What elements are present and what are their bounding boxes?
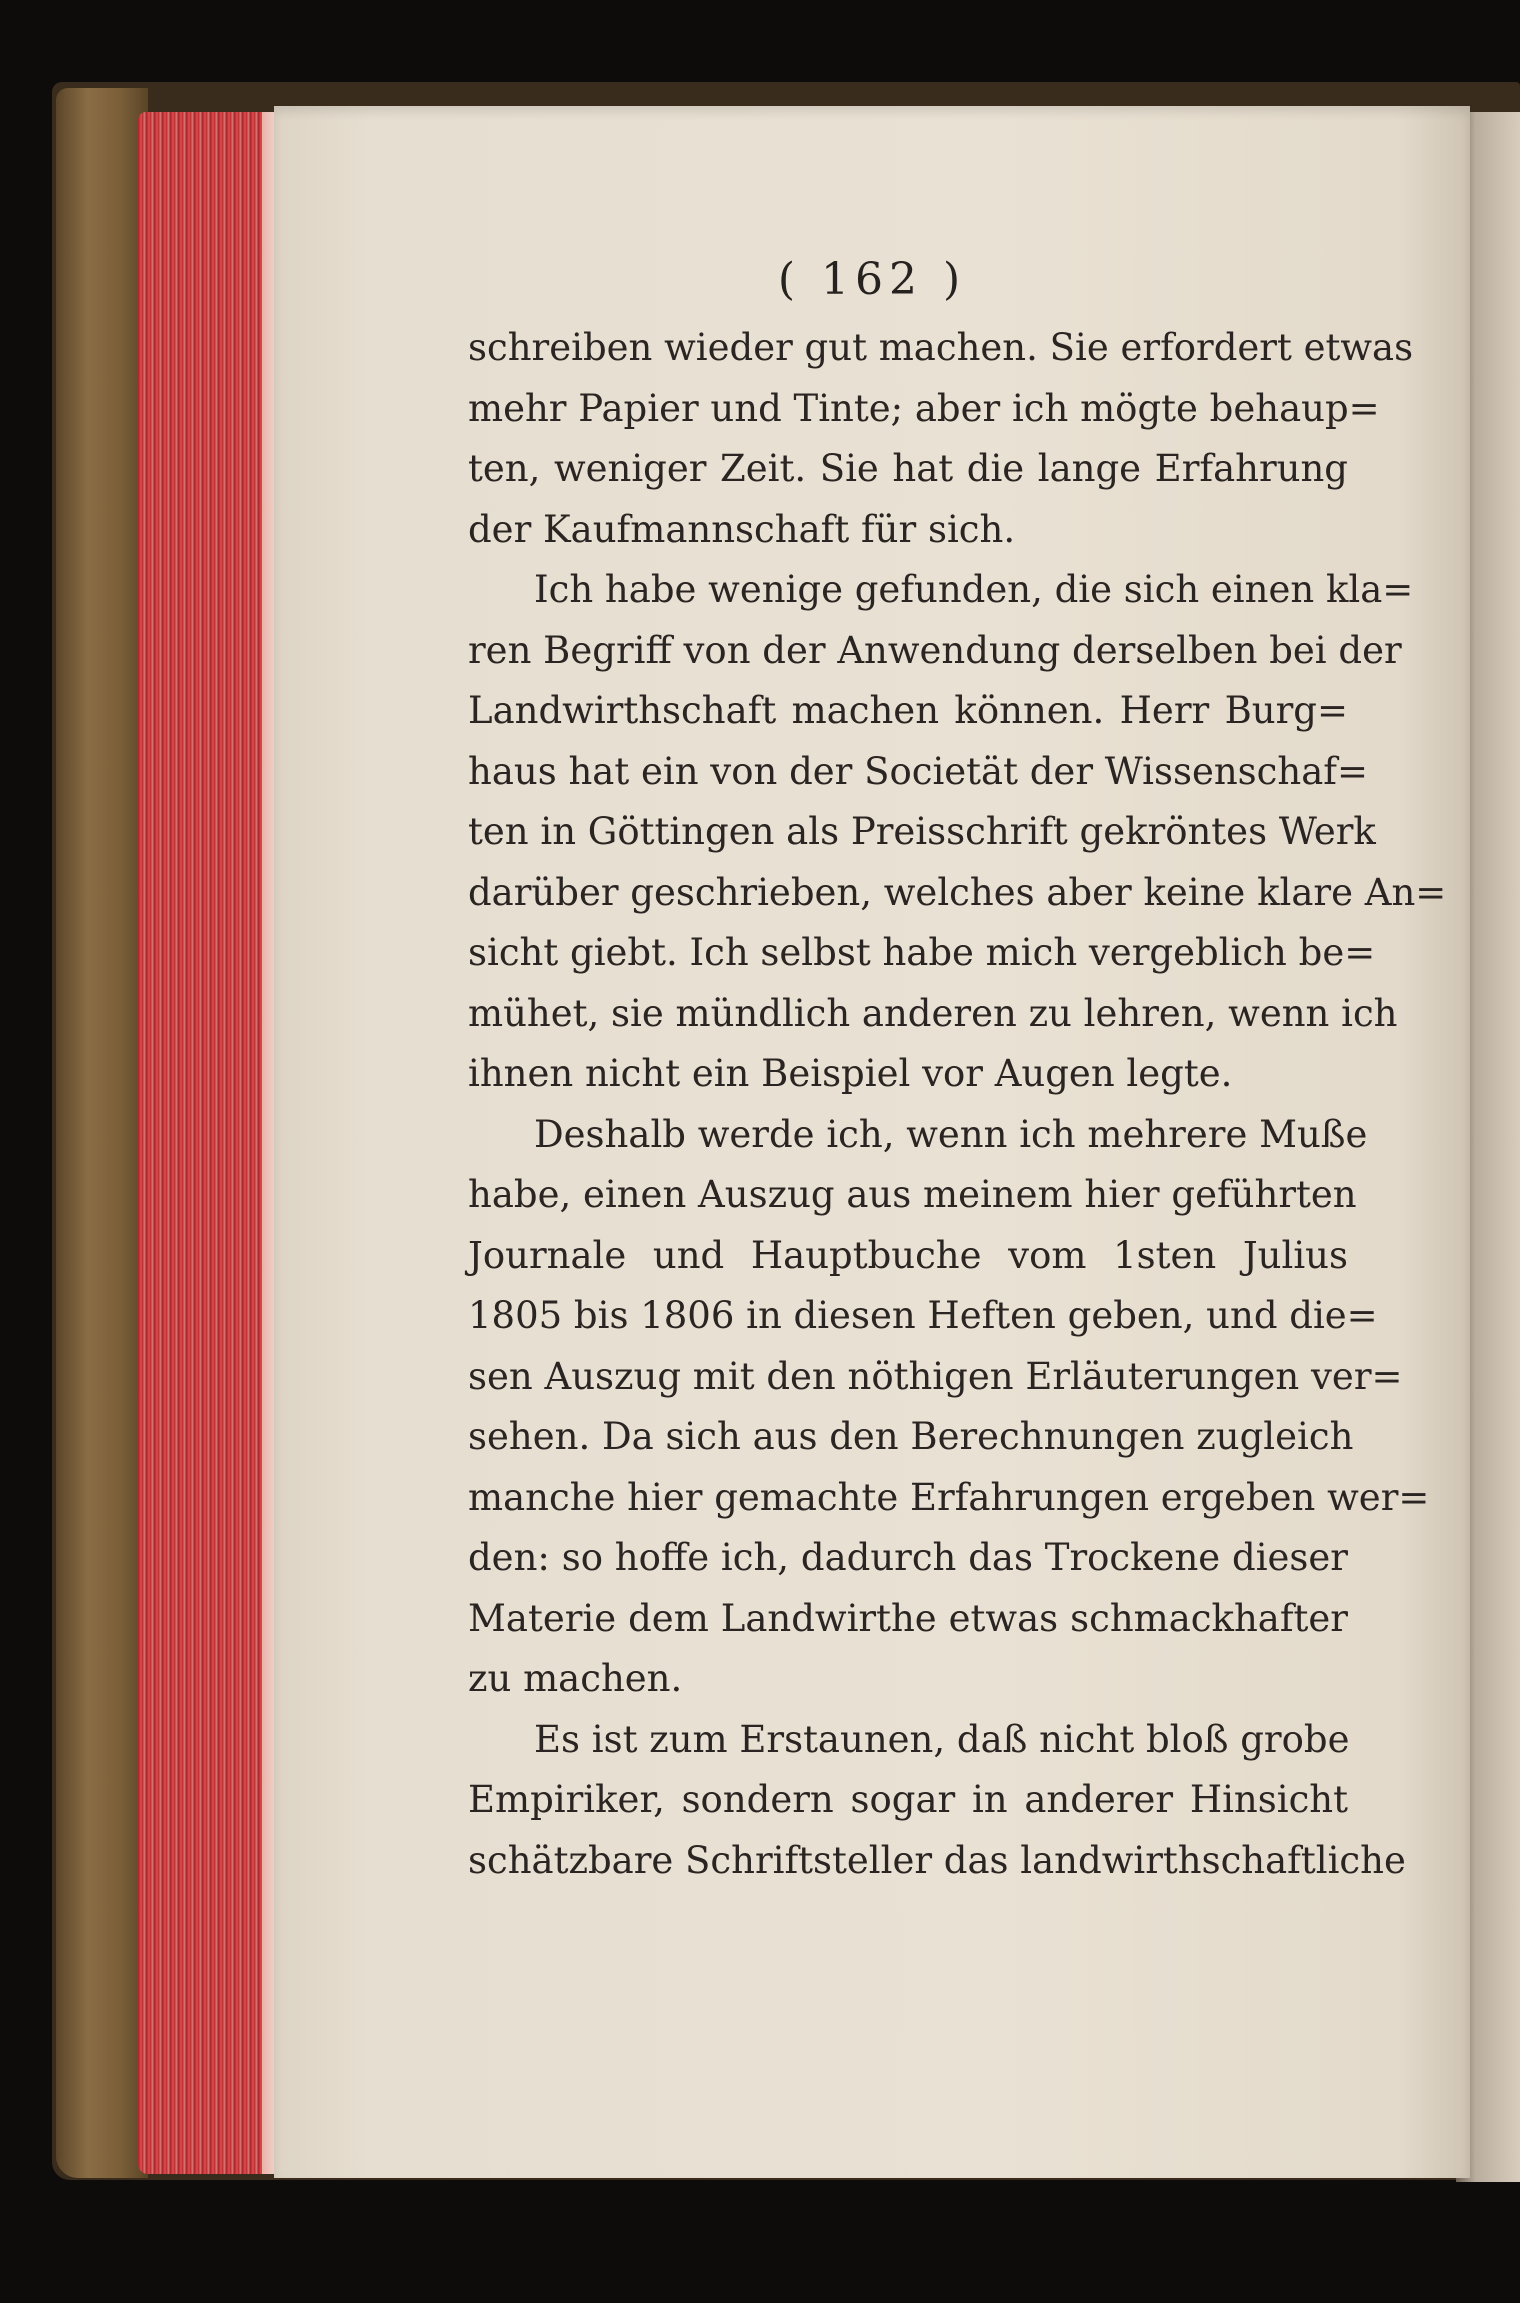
text-line: 1805 bis 1806 in diesen Heften geben, und die= (468, 1294, 1378, 1337)
text-line: Journale und Hauptbuche vom 1sten Julius (468, 1233, 1348, 1277)
paragraph-start-line: Ich habe wenige gefunden, die sich einen kla= (534, 568, 1414, 611)
text-line: Materie dem Landwirthe etwas schmackhafter (468, 1596, 1348, 1640)
page-number: ( 162 ) (777, 254, 967, 305)
text-line: ihnen nicht ein Beispiel vor Augen legte. (468, 1052, 1233, 1095)
text-line: Empiriker, sondern sogar in anderer Hinsicht (468, 1778, 1348, 1821)
book-page (274, 106, 1470, 2178)
text-line: sehen. Da sich aus den Berechnungen zugleich (468, 1415, 1354, 1458)
text-line: ten in Göttingen als Preisschrift gekröntes Werk (468, 810, 1376, 853)
paragraph-start-line: Es ist zum Erstaunen, daß nicht bloß grobe (534, 1717, 1350, 1761)
text-line: mehr Papier und Tinte; aber ich mögte behaup= (468, 386, 1380, 430)
text-line: der Kaufmannschaft für sich. (468, 507, 1016, 551)
text-line: schreiben wieder gut machen. Sie erfordert etwas (468, 326, 1414, 369)
text-line: sicht giebt. Ich selbst habe mich vergeblich be= (468, 931, 1376, 974)
text-line: zu machen. (468, 1657, 683, 1700)
text-line: haus hat ein von der Societät der Wissenschaf= (468, 749, 1368, 793)
text-line: den: so hoffe ich, dadurch das Trockene dieser (468, 1536, 1348, 1579)
page-text (468, 318, 1447, 1891)
red-page-edges (138, 112, 276, 2174)
text-line: ten, weniger Zeit. Sie hat die lange Erfahrung (468, 447, 1348, 490)
text-line: habe, einen Auszug aus meinem hier geführten (468, 1173, 1357, 1216)
text-line: sen Auszug mit den nöthigen Erläuterungen ver= (468, 1354, 1403, 1398)
text-line: manche hier gemachte Erfahrungen ergeben wer= (468, 1475, 1430, 1519)
book-spine-board (56, 88, 148, 2178)
paragraph-start-line: Deshalb werde ich, wenn ich mehrere Muße (534, 1112, 1368, 1156)
text-line: Landwirthschaft machen können. Herr Burg= (468, 689, 1348, 732)
text-line: darüber geschrieben, welches aber keine klare An= (468, 870, 1447, 914)
text-line: ren Begriff von der Anwendung derselben bei der (468, 628, 1402, 672)
text-line: mühet, sie mündlich anderen zu lehren, wenn ich (468, 991, 1398, 1035)
text-line: schätzbare Schriftsteller das landwirthschaftliche (468, 1838, 1406, 1882)
